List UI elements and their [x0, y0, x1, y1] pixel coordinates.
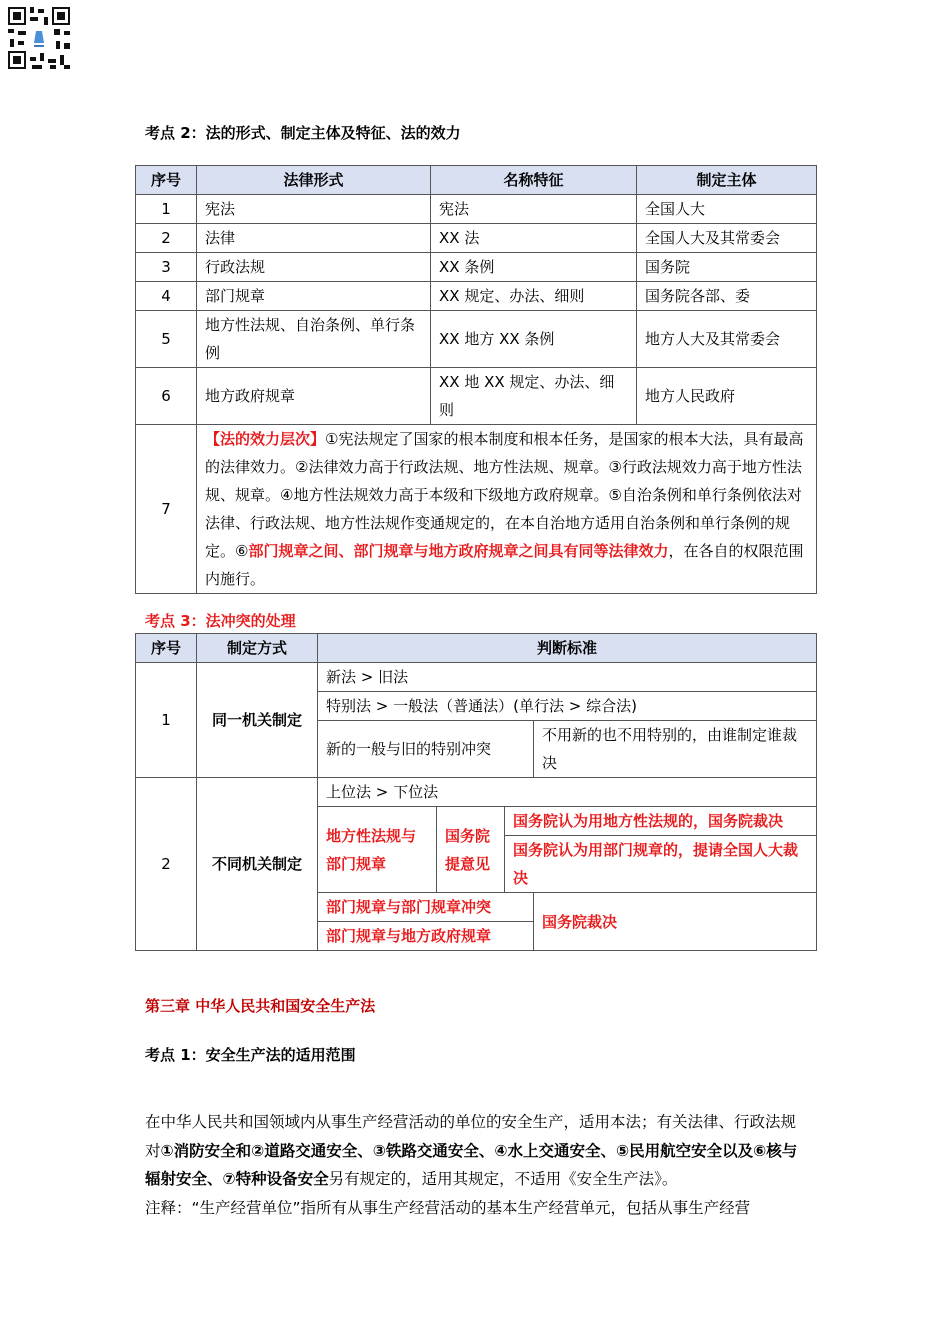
- cell-no: 2: [136, 224, 197, 253]
- qr-code-icon: [6, 5, 72, 71]
- effect-hierarchy-tail: ，在各自的权限范围内施行。: [205, 542, 804, 588]
- scope-exceptions: ①消防安全和②道路交通安全、③铁路交通安全、④水上交通安全、⑤民用航空安全以及⑥核与辐射安全、⑦特种设备安全: [145, 1141, 798, 1188]
- resolution-department: 国务院认为用部门规章的，提请全国人大裁决: [505, 836, 817, 893]
- cell-name: XX 法: [431, 224, 637, 253]
- table-row: [136, 663, 817, 692]
- cell-no: 6: [136, 368, 197, 425]
- scope-note: 注释：“生产经营单位”指所有从事生产经营活动的基本生产经营单元，包括从事生产经营: [145, 1198, 751, 1217]
- law-conflict-table: [135, 633, 817, 951]
- cell-name: XX 地 XX 规定、办法、细则: [431, 368, 637, 425]
- header-criteria: 判断标准: [318, 634, 817, 663]
- cell-name: XX 地方 XX 条例: [431, 311, 637, 368]
- table-row-effect-hierarchy: [136, 425, 817, 594]
- conflict-department-vs-local-gov: 部门规章与地方政府规章: [318, 922, 534, 951]
- scope-text-c: 另有规定的，适用其规定，不适用《安全生产法》。: [328, 1170, 678, 1188]
- scope-paragraph: [145, 1108, 810, 1222]
- cell-no: 2: [136, 778, 197, 951]
- cell-form: 地方性法规、自治条例、单行条例: [197, 311, 431, 368]
- cell-body: 全国人大及其常委会: [637, 224, 817, 253]
- cell-no: 5: [136, 311, 197, 368]
- cell-form: 宪法: [197, 195, 431, 224]
- header-name: 名称特征: [431, 166, 637, 195]
- header-no: 序号: [136, 166, 197, 195]
- effect-hierarchy-tag: 【法的效力层次】: [205, 430, 326, 448]
- cell-mode: 同一机关制定: [197, 663, 318, 778]
- header-body: 制定主体: [637, 166, 817, 195]
- conflict-department-vs-department: 部门规章与部门规章冲突: [318, 893, 534, 922]
- cell-body: 全国人大: [637, 195, 817, 224]
- state-council-opinion: 国务院提意见: [437, 807, 505, 893]
- table-row: [136, 778, 817, 807]
- cell-form: 部门规章: [197, 282, 431, 311]
- header-mode: 制定方式: [197, 634, 318, 663]
- cell-mode: 不同机关制定: [197, 778, 318, 951]
- cell-name: XX 条例: [431, 253, 637, 282]
- cell-no: 1: [136, 195, 197, 224]
- criteria-conflict: 新的一般与旧的特别冲突: [318, 721, 534, 778]
- cell-name: XX 规定、办法、细则: [431, 282, 637, 311]
- cell-no: 4: [136, 282, 197, 311]
- criteria-new-over-old: 新法 > 旧法: [318, 663, 817, 692]
- table-row: [136, 368, 817, 425]
- effect-hierarchy-body: ①宪法规定了国家的根本制度和根本任务，是国家的根本大法，具有最高的法律效力。②法律效力高于行政法规、地方性法规、规章。③行政法规效力高于地方性法规、规章。④地方性法规效力高于本级和下级地方政府规章。⑤自治条例和单行条例依法对法律、行政法规、地方性法规作变通规定的，在本自治地方适用自治条例和单行条例的规定。⑥: [205, 430, 804, 560]
- criteria-special-over-general: 特别法 > 一般法（普通法）(单行法 > 综合法): [318, 692, 817, 721]
- cell-form: 地方政府规章: [197, 368, 431, 425]
- header-no: 序号: [136, 634, 197, 663]
- section-heading-2: 考点 2：法的形式、制定主体及特征、法的效力: [145, 124, 461, 142]
- conflict-local-vs-department: 地方性法规与部门规章: [318, 807, 437, 893]
- chapter-heading: 第三章 中华人民共和国安全生产法: [145, 997, 376, 1015]
- cell-body: 国务院: [637, 253, 817, 282]
- cell-no: 3: [136, 253, 197, 282]
- cell-body: 地方人民政府: [637, 368, 817, 425]
- cell-name: 宪法: [431, 195, 637, 224]
- table-row: [136, 311, 817, 368]
- table-row: [136, 224, 817, 253]
- law-forms-table: [135, 165, 817, 594]
- table-row: [136, 195, 817, 224]
- table-header-row: [136, 166, 817, 195]
- cell-form: 行政法规: [197, 253, 431, 282]
- cell-body: 国务院各部、委: [637, 282, 817, 311]
- resolution-state-council: 国务院裁决: [534, 893, 817, 951]
- section-heading-3: 考点 3：法冲突的处理: [145, 612, 296, 630]
- cell-form: 法律: [197, 224, 431, 253]
- scope-text-a: 在中华人民共和国领域内从事生产经营活动的单位的安全生产，适用本法；有关法律、行政法规对: [145, 1113, 797, 1160]
- table-row: [136, 253, 817, 282]
- effect-hierarchy-text: [197, 425, 817, 594]
- resolution-local: 国务院认为用地方性法规的，国务院裁决: [505, 807, 817, 836]
- criteria-superior-over-inferior: 上位法 > 下位法: [318, 778, 817, 807]
- header-form: 法律形式: [197, 166, 431, 195]
- point-heading: 考点 1：安全生产法的适用范围: [145, 1046, 356, 1064]
- cell-body: 地方人大及其常委会: [637, 311, 817, 368]
- cell-no: 7: [136, 425, 197, 594]
- table-row: [136, 282, 817, 311]
- cell-no: 1: [136, 663, 197, 778]
- effect-hierarchy-emphasis: 部门规章之间、部门规章与地方政府规章之间具有同等法律效力: [248, 542, 669, 560]
- criteria-resolution: 不用新的也不用特别的，由谁制定谁裁决: [534, 721, 817, 778]
- table-header-row: [136, 634, 817, 663]
